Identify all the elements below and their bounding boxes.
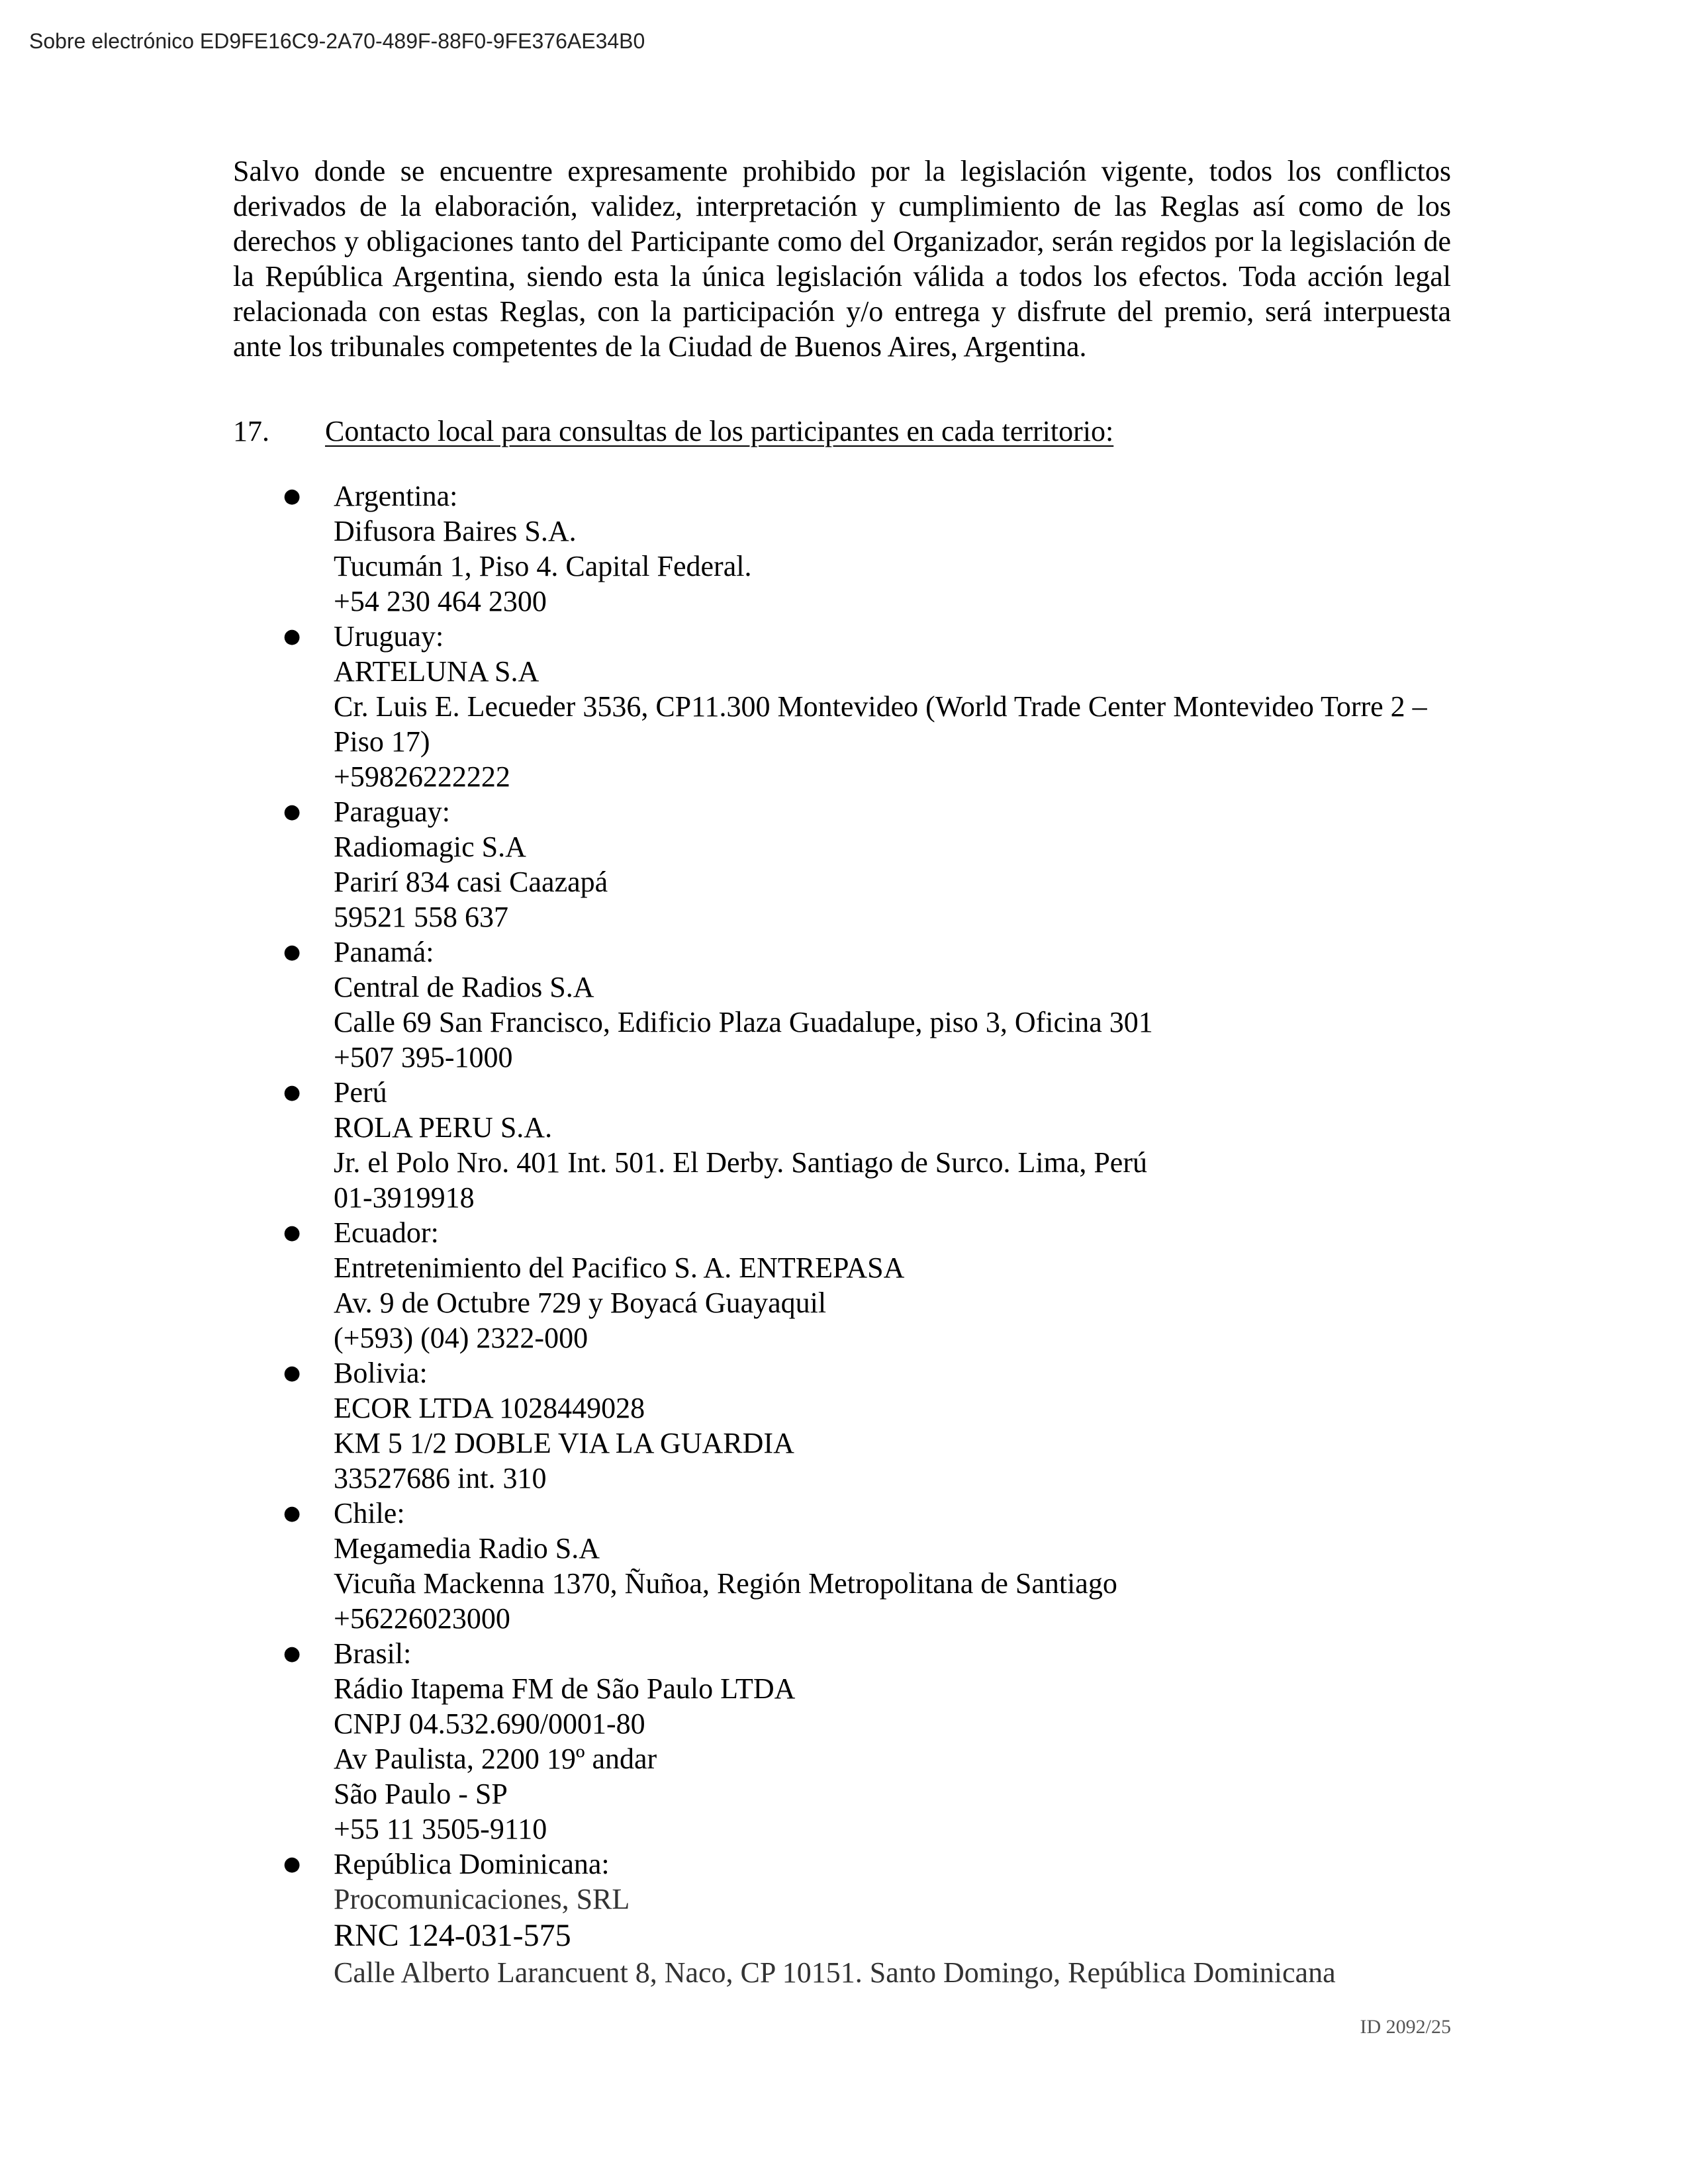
- bullet-icon: ●: [283, 1642, 301, 1665]
- contact-country: Brasil:: [334, 1637, 412, 1670]
- contact-phone: +55 11 3505-9110: [334, 1813, 547, 1845]
- contact-item-paraguay: [283, 794, 1451, 934]
- bullet-icon: ●: [283, 1852, 301, 1876]
- contact-address: Jr. el Polo Nro. 401 Int. 501. El Derby. Santiago de Surco. Lima, Perú: [334, 1146, 1147, 1179]
- contact-phone: 59521 558 637: [334, 901, 508, 933]
- contact-cnpj: CNPJ 04.532.690/0001-80: [334, 1707, 645, 1740]
- contact-list: [233, 478, 1451, 1990]
- contact-country: Argentina:: [334, 480, 458, 512]
- contact-item-brasil: [283, 1636, 1451, 1846]
- contact-country: Panamá:: [334, 936, 434, 968]
- contact-company: Entretenimiento del Pacifico S. A. ENTREPASA: [334, 1251, 905, 1284]
- contact-country: Uruguay:: [334, 620, 444, 653]
- contact-company: Procomunicaciones, SRL: [334, 1883, 630, 1915]
- contact-country: Chile:: [334, 1497, 405, 1529]
- contact-company: ROLA PERU S.A.: [334, 1111, 553, 1144]
- contact-company: Difusora Baires S.A.: [334, 515, 577, 547]
- contact-country: República Dominicana:: [334, 1848, 610, 1880]
- contact-city: São Paulo - SP: [334, 1778, 508, 1810]
- contact-rnc: RNC 124-031-575: [334, 1918, 571, 1953]
- contact-phone: +507 395-1000: [334, 1041, 513, 1073]
- bullet-icon: ●: [283, 1081, 301, 1104]
- contact-country: Paraguay:: [334, 796, 450, 828]
- contact-country: Bolivia:: [334, 1357, 428, 1389]
- contact-item-uruguay: [283, 619, 1451, 794]
- contact-item-chile: [283, 1496, 1451, 1636]
- bullet-icon: ●: [283, 1361, 301, 1385]
- contact-phone: +54 230 464 2300: [334, 585, 547, 617]
- contact-address: Vicuña Mackenna 1370, Ñuñoa, Región Metropolitana de Santiago: [334, 1567, 1117, 1600]
- contact-item-panama: [283, 934, 1451, 1075]
- contact-address: KM 5 1/2 DOBLE VIA LA GUARDIA: [334, 1427, 794, 1459]
- contact-address: Cr. Luis E. Lecueder 3536, CP11.300 Montevideo (World Trade Center Montevideo Torre 2 – Piso 17): [334, 690, 1427, 758]
- contact-company: ECOR LTDA 1028449028: [334, 1392, 645, 1424]
- contact-company: Rádio Itapema FM de São Paulo LTDA: [334, 1672, 796, 1705]
- bullet-icon: ●: [283, 1221, 301, 1244]
- contact-company: Megamedia Radio S.A: [334, 1532, 600, 1565]
- bullet-icon: ●: [283, 800, 301, 823]
- contact-address: Av. 9 de Octubre 729 y Boyacá Guayaquil: [334, 1287, 827, 1319]
- document-body: [233, 154, 1451, 1990]
- contact-phone: +56226023000: [334, 1602, 510, 1635]
- jurisdiction-paragraph: Salvo donde se encuentre expresamente prohibido por la legislación vigente, todos los conflictos derivados de la elaboración, validez, interpretación y cumplimiento de las Reglas así como de los derechos y obligaciones tanto del Participante como del Organizador, serán regidos por la legislación de la República Argentina, siendo esta la única legislación válida a todos los efectos. Toda acción legal relacionada con estas Reglas, con la participación y/o entrega y disfrute del premio, será interpuesta ante los tribunales competentes de la Ciudad de Buenos Aires, Argentina.: [233, 155, 1451, 363]
- contact-company: ARTELUNA S.A: [334, 655, 539, 688]
- section-number: 17.: [233, 415, 269, 447]
- page-id-footer: ID 2092/25: [1360, 2016, 1451, 2038]
- contact-item-ecuador: [283, 1215, 1451, 1355]
- contact-item-bolivia: [283, 1355, 1451, 1496]
- contact-phone: +59826222222: [334, 760, 510, 793]
- contact-address: Av Paulista, 2200 19º andar: [334, 1743, 657, 1775]
- contact-phone: 33527686 int. 310: [334, 1462, 547, 1494]
- section-title: Contacto local para consultas de los participantes en cada territorio:: [325, 415, 1114, 447]
- bullet-icon: ●: [283, 625, 301, 648]
- contact-address: Calle 69 San Francisco, Edificio Plaza Guadalupe, piso 3, Oficina 301: [334, 1006, 1153, 1038]
- contact-company: Radiomagic S.A: [334, 831, 526, 863]
- contact-item-republica-dominicana: [283, 1846, 1451, 1990]
- contact-phone: (+593) (04) 2322-000: [334, 1322, 588, 1354]
- contact-item-peru: [283, 1075, 1451, 1215]
- contact-company: Central de Radios S.A: [334, 971, 594, 1003]
- bullet-icon: ●: [283, 1502, 301, 1525]
- contact-phone: 01-3919918: [334, 1181, 475, 1214]
- contact-item-argentina: [283, 478, 1451, 619]
- contact-address: Parirí 834 casi Caazapá: [334, 866, 608, 898]
- contact-address: Calle Alberto Larancuent 8, Naco, CP 10151. Santo Domingo, República Dominicana: [334, 1956, 1336, 1989]
- contact-country: Ecuador:: [334, 1216, 439, 1249]
- section-heading: [233, 414, 1451, 449]
- bullet-icon: ●: [283, 940, 301, 964]
- contact-country: Perú: [334, 1076, 387, 1109]
- envelope-id-header: Sobre electrónico ED9FE16C9-2A70-489F-88F0-9FE376AE34B0: [29, 29, 645, 53]
- bullet-icon: ●: [283, 484, 301, 508]
- contact-address: Tucumán 1, Piso 4. Capital Federal.: [334, 550, 752, 582]
